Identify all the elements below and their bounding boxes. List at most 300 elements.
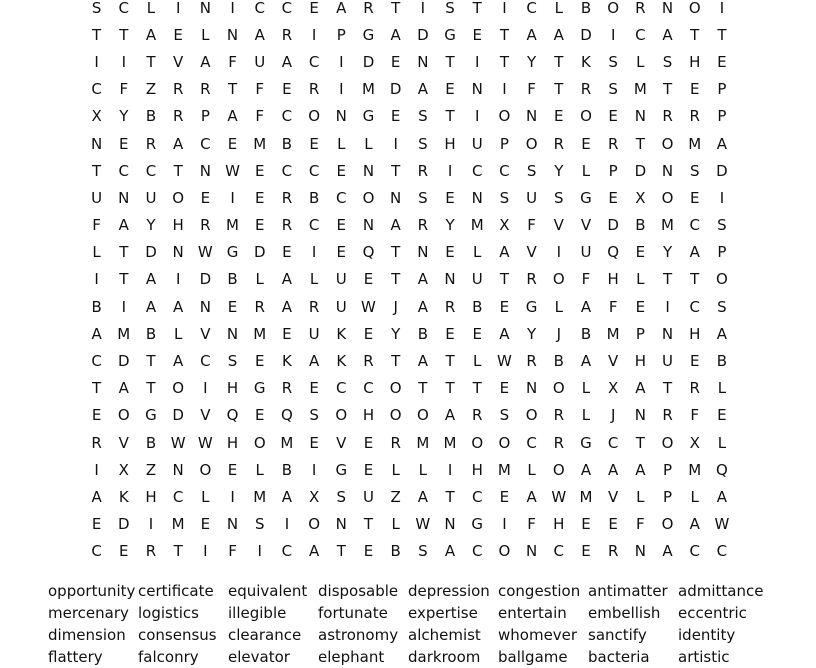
grid-letter[interactable]: R [172, 80, 184, 99]
grid-letter[interactable]: E [200, 188, 211, 207]
grid-letter[interactable]: D [199, 270, 212, 289]
grid-letter[interactable]: A [662, 25, 673, 44]
grid-letter[interactable]: T [92, 379, 102, 398]
grid-letter[interactable]: A [417, 80, 428, 99]
grid-letter[interactable]: C [716, 542, 728, 561]
grid-letter[interactable]: L [636, 270, 645, 289]
grid-letter[interactable]: T [445, 52, 455, 71]
grid-letter[interactable]: W [551, 487, 567, 506]
grid-letter[interactable]: V [200, 406, 211, 425]
grid-letter[interactable]: W [197, 243, 213, 262]
grid-letter[interactable]: R [200, 80, 211, 99]
grid-letter[interactable]: A [145, 297, 157, 316]
grid-letter[interactable]: C [607, 433, 619, 452]
grid-letter[interactable]: E [336, 243, 347, 262]
grid-letter[interactable]: M [253, 134, 267, 153]
grid-letter[interactable]: A [281, 487, 293, 506]
grid-letter[interactable]: T [92, 161, 102, 180]
grid-letter[interactable]: I [719, 188, 725, 207]
grid-letter[interactable]: E [689, 188, 700, 207]
grid-letter[interactable]: E [445, 80, 455, 99]
grid-letter[interactable]: E [635, 243, 646, 262]
grid-letter[interactable]: I [175, 270, 181, 289]
grid-letter[interactable]: H [634, 352, 646, 371]
grid-letter[interactable]: Y [527, 52, 537, 71]
grid-letter[interactable]: T [690, 270, 700, 289]
grid-letter[interactable]: P [608, 161, 618, 180]
grid-letter[interactable]: L [201, 25, 210, 44]
grid-letter[interactable]: A [118, 379, 129, 398]
grid-letter[interactable]: N [172, 460, 184, 479]
grid-letter[interactable]: I [121, 52, 126, 71]
grid-letter[interactable]: Y [445, 216, 455, 235]
grid-letter[interactable]: M [688, 460, 702, 479]
grid-letter[interactable]: I [311, 460, 317, 479]
grid-letter[interactable]: M [361, 80, 375, 99]
grid-letter[interactable]: A [417, 297, 428, 316]
grid-letter[interactable]: Y [146, 216, 156, 235]
grid-letter[interactable]: T [445, 487, 455, 506]
grid-letter[interactable]: E [282, 324, 292, 343]
grid-letter[interactable]: W [197, 433, 213, 452]
grid-letter[interactable]: I [447, 161, 453, 180]
grid-letter[interactable]: H [689, 324, 701, 343]
grid-letter[interactable]: O [172, 379, 185, 398]
grid-letter[interactable]: Q [607, 243, 620, 262]
grid-letter[interactable]: A [281, 297, 293, 316]
grid-letter[interactable]: R [417, 216, 429, 235]
grid-letter[interactable]: O [335, 406, 348, 425]
grid-letter[interactable]: T [472, 0, 482, 17]
grid-letter[interactable]: M [579, 487, 593, 506]
grid-letter[interactable]: N [661, 324, 674, 343]
grid-letter[interactable]: B [145, 433, 157, 452]
grid-letter[interactable]: M [688, 134, 702, 153]
grid-letter[interactable]: E [254, 352, 265, 371]
grid-letter[interactable]: G [145, 406, 157, 425]
grid-letter[interactable]: W [714, 515, 730, 534]
grid-letter[interactable]: M [416, 433, 430, 452]
grid-letter[interactable]: H [226, 433, 239, 452]
grid-letter[interactable]: G [226, 243, 239, 262]
grid-letter[interactable]: E [119, 542, 129, 561]
grid-letter[interactable]: A [173, 134, 184, 153]
grid-letter[interactable]: I [393, 134, 398, 153]
grid-letter[interactable]: N [634, 542, 646, 561]
grid-letter[interactable]: E [581, 515, 591, 534]
grid-letter[interactable]: B [91, 297, 102, 316]
grid-letter[interactable]: R [281, 379, 293, 398]
grid-letter[interactable]: E [581, 542, 591, 561]
grid-letter[interactable]: E [254, 188, 265, 207]
grid-letter[interactable]: N [199, 297, 211, 316]
grid-letter[interactable]: S [499, 188, 510, 207]
grid-letter[interactable]: D [118, 352, 130, 371]
grid-letter[interactable]: N [335, 515, 347, 534]
grid-letter[interactable]: M [633, 80, 647, 99]
grid-letter[interactable]: W [361, 297, 376, 316]
grid-letter[interactable]: A [390, 25, 401, 44]
grid-letter[interactable]: C [689, 542, 700, 561]
grid-letter[interactable]: I [121, 297, 126, 316]
grid-letter[interactable]: Y [391, 324, 401, 343]
grid-letter[interactable]: T [662, 379, 673, 398]
grid-letter[interactable]: E [91, 406, 102, 425]
grid-letter[interactable]: D [607, 216, 619, 235]
grid-letter[interactable]: O [498, 107, 511, 126]
grid-letter[interactable]: E [717, 52, 727, 71]
grid-letter[interactable]: R [281, 216, 293, 235]
grid-letter[interactable]: I [502, 0, 507, 17]
grid-letter[interactable]: N [444, 515, 456, 534]
grid-letter[interactable]: I [665, 297, 670, 316]
grid-letter[interactable]: C [471, 161, 483, 180]
grid-letter[interactable]: T [554, 80, 564, 99]
grid-letter[interactable]: C [281, 542, 293, 561]
grid-letter[interactable]: F [608, 297, 618, 316]
grid-letter[interactable]: D [172, 406, 184, 425]
grid-letter[interactable]: L [473, 243, 482, 262]
grid-letter[interactable]: S [418, 107, 428, 126]
grid-letter[interactable]: W [415, 515, 431, 534]
grid-letter[interactable]: G [362, 107, 375, 126]
grid-letter[interactable]: H [172, 216, 184, 235]
grid-letter[interactable]: E [472, 25, 482, 44]
grid-letter[interactable]: E [717, 406, 727, 425]
grid-letter[interactable]: L [690, 487, 699, 506]
grid-letter[interactable]: T [499, 52, 509, 71]
grid-letter[interactable]: R [553, 433, 564, 452]
grid-letter[interactable]: T [146, 379, 156, 398]
grid-letter[interactable]: K [581, 52, 591, 71]
grid-letter[interactable]: C [635, 25, 646, 44]
grid-letter[interactable]: A [499, 324, 510, 343]
grid-letter[interactable]: S [662, 52, 673, 71]
grid-letter[interactable]: U [335, 270, 347, 289]
grid-letter[interactable]: I [230, 0, 235, 17]
grid-letter[interactable]: A [526, 487, 537, 506]
grid-letter[interactable]: T [119, 25, 129, 44]
grid-letter[interactable]: F [255, 80, 265, 99]
grid-letter[interactable]: C [689, 297, 700, 316]
grid-letter[interactable]: N [417, 243, 429, 262]
grid-letter[interactable]: E [445, 324, 455, 343]
grid-letter[interactable]: E [363, 433, 374, 452]
grid-letter[interactable]: E [336, 161, 347, 180]
grid-letter[interactable]: D [716, 161, 728, 180]
grid-letter[interactable]: T [146, 352, 156, 371]
grid-letter[interactable]: L [581, 379, 591, 398]
grid-letter[interactable]: T [635, 134, 645, 153]
grid-letter[interactable]: B [281, 134, 293, 153]
grid-letter[interactable]: N [118, 188, 130, 207]
grid-letter[interactable]: C [308, 52, 320, 71]
grid-letter[interactable]: C [281, 161, 293, 180]
grid-letter[interactable]: A [336, 0, 347, 17]
grid-letter[interactable]: F [581, 270, 591, 289]
grid-letter[interactable]: V [608, 487, 619, 506]
grid-letter[interactable]: D [118, 515, 130, 534]
grid-letter[interactable]: N [634, 107, 646, 126]
grid-letter[interactable]: A [308, 352, 320, 371]
grid-letter[interactable]: T [662, 80, 673, 99]
grid-letter[interactable]: E [472, 324, 482, 343]
grid-letter[interactable]: E [390, 52, 401, 71]
grid-letter[interactable]: N [199, 0, 211, 17]
grid-letter[interactable]: A [553, 25, 564, 44]
grid-letter[interactable]: E [635, 297, 646, 316]
grid-letter[interactable]: Y [662, 243, 673, 262]
grid-letter[interactable]: R [526, 270, 537, 289]
grid-letter[interactable]: N [444, 270, 456, 289]
grid-letter[interactable]: R [363, 0, 374, 17]
grid-letter[interactable]: R [526, 352, 537, 371]
grid-letter[interactable]: R [281, 188, 293, 207]
grid-letter[interactable]: G [335, 460, 348, 479]
grid-letter[interactable]: E [309, 0, 319, 17]
grid-letter[interactable]: X [635, 188, 646, 207]
grid-letter[interactable]: T [119, 243, 129, 262]
grid-letter[interactable]: C [471, 487, 483, 506]
grid-letter[interactable]: O [580, 107, 592, 126]
grid-letter[interactable]: A [145, 25, 157, 44]
grid-letter[interactable]: N [634, 406, 646, 425]
grid-letter[interactable]: P [717, 80, 727, 99]
grid-letter[interactable]: A [200, 52, 211, 71]
grid-letter[interactable]: R [553, 406, 564, 425]
grid-letter[interactable]: R [254, 297, 265, 316]
grid-letter[interactable]: C [363, 379, 374, 398]
grid-letter[interactable]: R [607, 542, 619, 561]
grid-letter[interactable]: E [581, 134, 591, 153]
grid-letter[interactable]: T [445, 352, 455, 371]
grid-letter[interactable]: A [173, 297, 184, 316]
grid-letter[interactable]: E [309, 379, 319, 398]
grid-letter[interactable]: E [200, 515, 211, 534]
grid-letter[interactable]: Q [716, 460, 728, 479]
grid-letter[interactable]: L [581, 161, 591, 180]
grid-letter[interactable]: S [91, 0, 102, 17]
grid-letter[interactable]: T [363, 515, 374, 534]
grid-letter[interactable]: F [636, 515, 645, 534]
grid-letter[interactable]: J [610, 406, 616, 425]
grid-letter[interactable]: E [363, 460, 374, 479]
grid-letter[interactable]: A [417, 270, 428, 289]
grid-letter[interactable]: B [417, 324, 428, 343]
grid-letter[interactable]: N [471, 188, 483, 207]
grid-letter[interactable]: B [580, 0, 592, 17]
grid-letter[interactable]: I [94, 270, 99, 289]
grid-letter[interactable]: P [663, 487, 673, 506]
grid-letter[interactable]: O [362, 188, 375, 207]
grid-letter[interactable]: A [716, 487, 728, 506]
grid-letter[interactable]: H [607, 270, 619, 289]
grid-letter[interactable]: A [173, 352, 184, 371]
grid-letter[interactable]: B [308, 188, 320, 207]
grid-letter[interactable]: O [552, 460, 565, 479]
grid-letter[interactable]: U [91, 188, 103, 207]
grid-letter[interactable]: F [228, 52, 237, 71]
grid-letter[interactable]: O [498, 542, 511, 561]
grid-letter[interactable]: N [226, 25, 239, 44]
grid-letter[interactable]: A [635, 379, 646, 398]
grid-letter[interactable]: E [173, 25, 183, 44]
grid-letter[interactable]: P [717, 243, 727, 262]
grid-letter[interactable]: Q [281, 406, 293, 425]
grid-letter[interactable]: I [719, 0, 725, 17]
grid-letter[interactable]: I [148, 515, 154, 534]
grid-letter[interactable]: S [418, 188, 428, 207]
grid-letter[interactable]: I [475, 107, 480, 126]
grid-letter[interactable]: A [417, 487, 428, 506]
grid-letter[interactable]: E [227, 460, 238, 479]
grid-letter[interactable]: X [308, 487, 320, 506]
grid-letter[interactable]: R [417, 161, 429, 180]
grid-letter[interactable]: T [391, 161, 401, 180]
grid-letter[interactable]: E [363, 324, 374, 343]
grid-letter[interactable]: N [199, 161, 211, 180]
grid-letter[interactable]: B [580, 324, 592, 343]
grid-letter[interactable]: M [661, 216, 674, 235]
grid-letter[interactable]: C [499, 161, 510, 180]
grid-letter[interactable]: O [688, 0, 701, 17]
grid-letter[interactable]: L [309, 270, 319, 289]
grid-letter[interactable]: R [91, 433, 102, 452]
grid-letter[interactable]: I [175, 0, 181, 17]
grid-letter[interactable]: O [525, 134, 538, 153]
grid-letter[interactable]: C [689, 216, 700, 235]
grid-letter[interactable]: C [145, 161, 157, 180]
grid-letter[interactable]: L [255, 270, 264, 289]
grid-letter[interactable]: A [716, 324, 728, 343]
grid-letter[interactable]: T [92, 25, 102, 44]
grid-letter[interactable]: I [284, 515, 290, 534]
grid-letter[interactable]: L [92, 243, 101, 262]
grid-letter[interactable]: A [417, 352, 428, 371]
grid-letter[interactable]: C [281, 0, 293, 17]
grid-letter[interactable]: V [526, 243, 537, 262]
grid-letter[interactable]: I [94, 460, 99, 479]
grid-letter[interactable]: E [608, 107, 618, 126]
grid-letter[interactable]: F [92, 216, 101, 235]
grid-letter[interactable]: I [475, 52, 480, 71]
grid-letter[interactable]: U [471, 270, 483, 289]
grid-letter[interactable]: C [118, 161, 130, 180]
grid-letter[interactable]: A [91, 324, 102, 343]
grid-letter[interactable]: T [499, 25, 509, 44]
grid-letter[interactable]: I [230, 487, 235, 506]
grid-letter[interactable]: S [418, 134, 428, 153]
grid-letter[interactable]: B [145, 324, 157, 343]
grid-letter[interactable]: Q [226, 406, 239, 425]
grid-letter[interactable]: L [364, 134, 373, 153]
grid-letter[interactable]: M [171, 515, 185, 534]
grid-letter[interactable]: R [281, 25, 293, 44]
grid-letter[interactable]: G [362, 25, 375, 44]
grid-letter[interactable]: I [339, 52, 344, 71]
grid-letter[interactable]: A [580, 352, 592, 371]
grid-letter[interactable]: R [635, 0, 646, 17]
grid-letter[interactable]: S [689, 161, 700, 180]
grid-letter[interactable]: R [145, 134, 157, 153]
grid-letter[interactable]: L [554, 0, 563, 17]
grid-letter[interactable]: G [525, 297, 538, 316]
grid-letter[interactable]: A [526, 25, 537, 44]
grid-letter[interactable]: R [607, 134, 619, 153]
grid-letter[interactable]: L [554, 297, 563, 316]
grid-letter[interactable]: G [580, 433, 592, 452]
grid-letter[interactable]: A [91, 487, 102, 506]
grid-letter[interactable]: E [390, 107, 401, 126]
grid-letter[interactable]: I [420, 0, 426, 17]
grid-letter[interactable]: R [200, 216, 211, 235]
grid-letter[interactable]: P [200, 107, 210, 126]
grid-letter[interactable]: T [499, 270, 509, 289]
grid-letter[interactable]: G [580, 188, 592, 207]
grid-letter[interactable]: E [254, 406, 265, 425]
grid-letter[interactable]: C [91, 352, 102, 371]
grid-letter[interactable]: U [580, 243, 592, 262]
grid-letter[interactable]: I [556, 243, 561, 262]
grid-letter[interactable]: T [336, 542, 346, 561]
grid-letter[interactable]: F [690, 406, 700, 425]
grid-letter[interactable]: E [363, 270, 374, 289]
grid-letter[interactable]: R [363, 352, 374, 371]
grid-letter[interactable]: C [254, 0, 265, 17]
grid-letter[interactable]: B [472, 297, 483, 316]
grid-letter[interactable]: A [580, 460, 592, 479]
grid-letter[interactable]: S [526, 161, 537, 180]
grid-letter[interactable]: R [662, 107, 673, 126]
grid-letter[interactable]: V [608, 352, 619, 371]
grid-letter[interactable]: E [282, 80, 292, 99]
grid-letter[interactable]: T [391, 270, 401, 289]
grid-letter[interactable]: M [226, 216, 239, 235]
grid-letter[interactable]: I [203, 542, 208, 561]
grid-letter[interactable]: C [526, 0, 537, 17]
grid-letter[interactable]: T [119, 270, 129, 289]
grid-letter[interactable]: I [230, 188, 235, 207]
grid-letter[interactable]: L [473, 352, 482, 371]
grid-letter[interactable]: R [689, 379, 700, 398]
grid-letter[interactable]: U [662, 352, 674, 371]
grid-letter[interactable]: N [226, 324, 239, 343]
grid-letter[interactable]: L [581, 406, 591, 425]
grid-letter[interactable]: H [226, 379, 239, 398]
grid-letter[interactable]: H [444, 134, 456, 153]
grid-letter[interactable]: A [281, 270, 293, 289]
grid-letter[interactable]: C [172, 487, 184, 506]
grid-letter[interactable]: A [499, 243, 510, 262]
grid-letter[interactable]: H [145, 487, 157, 506]
grid-letter[interactable]: U [526, 188, 538, 207]
grid-letter[interactable]: X [608, 379, 619, 398]
grid-letter[interactable]: E [119, 134, 129, 153]
grid-letter[interactable]: K [336, 352, 347, 371]
grid-letter[interactable]: A [662, 542, 673, 561]
grid-letter[interactable]: S [254, 515, 265, 534]
grid-letter[interactable]: V [580, 216, 592, 235]
grid-letter[interactable]: N [226, 515, 239, 534]
grid-letter[interactable]: N [335, 107, 347, 126]
grid-letter[interactable]: A [444, 542, 456, 561]
grid-letter[interactable]: A [689, 515, 700, 534]
grid-letter[interactable]: L [636, 52, 645, 71]
grid-letter[interactable]: W [496, 352, 512, 371]
grid-letter[interactable]: H [471, 460, 483, 479]
grid-letter[interactable]: U [362, 487, 374, 506]
grid-letter[interactable]: F [527, 80, 536, 99]
